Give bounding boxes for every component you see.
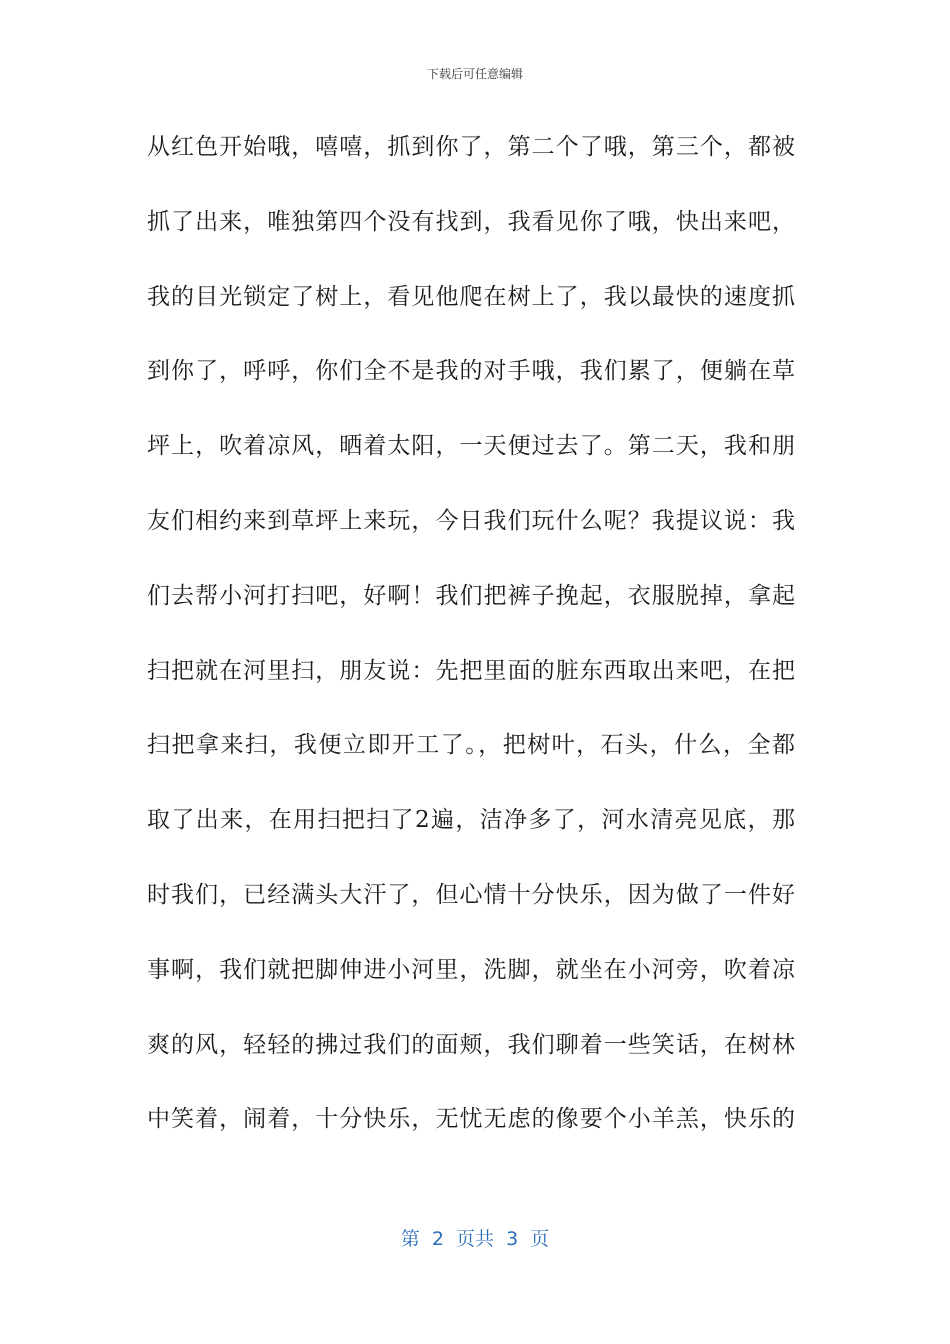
text-line: 我的目光锁定了树上，看见他爬在树上了，我以最快的速度抓: [147, 283, 795, 310]
text-line: 从红色开始哦，嘻嘻，抓到你了，第二个了哦，第三个，都被: [147, 134, 795, 160]
text-line: 时我们，已经满头大汗了，但心情十分快乐，因为做了一件好: [147, 881, 795, 908]
page-number-footer: [0, 1226, 950, 1252]
text-line: 事啊，我们就把脚伸进小河里，洗脚，就坐在小河旁，吹着凉: [147, 956, 795, 983]
text-line: 取了出来，在用扫把扫了2遍，洁净多了，河水清亮见底，那: [147, 807, 795, 834]
page-number-label: 第 2 页共 3 页: [400, 1228, 550, 1250]
text-line: 中笑着，闹着，十分快乐，无忧无虑的像要个小羊羔，快乐的: [147, 1106, 795, 1133]
text-line: 扫把拿来扫，我便立即开工了。，把树叶，石头，什么，全都: [147, 732, 795, 759]
text-line: 抓了出来，唯独第四个没有找到，我看见你了哦，快出来吧，: [147, 208, 795, 235]
text-line: 友们相约来到草坪上来玩，今日我们玩什么呢？我提议说：我: [147, 507, 795, 534]
text-line: 们去帮小河打扫吧，好啊！我们把裤子挽起，衣服脱掉，拿起: [147, 582, 795, 609]
text-line: 爽的风，轻轻的拂过我们的面颊，我们聊着一些笑话，在树林: [147, 1031, 795, 1058]
text-line: 坪上，吹着凉风，晒着太阳，一天便过去了。第二天，我和朋: [147, 433, 795, 460]
page-header-note: 下载后可任意编辑: [426, 67, 523, 81]
text-line: 扫把就在河里扫，朋友说：先把里面的脏东西取出来吧，在把: [147, 657, 795, 684]
text-line: 到你了，呼呼，你们全不是我的对手哦，我们累了，便躺在草: [147, 358, 795, 385]
body-text: [147, 127, 795, 1174]
